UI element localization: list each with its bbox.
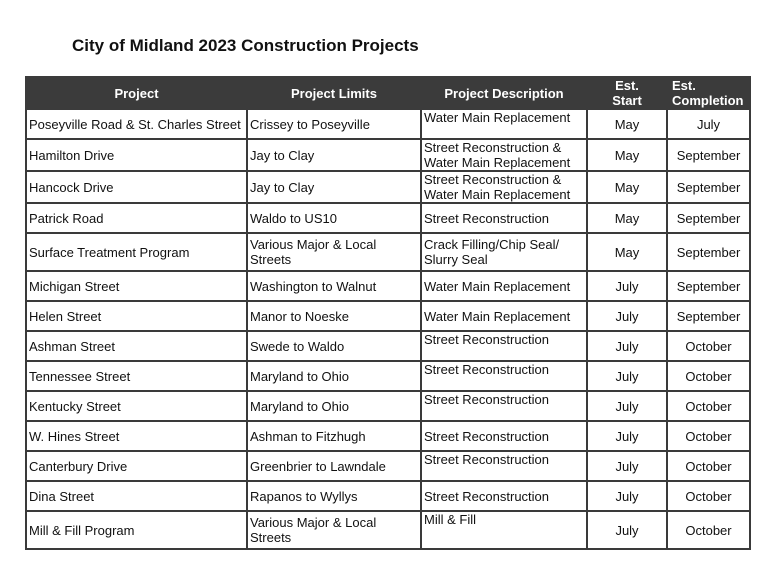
est-start-cell: May [587, 233, 667, 271]
project-cell: Surface Treatment Program [26, 233, 247, 271]
est-start-cell: July [587, 271, 667, 301]
description-cell: Street Reconstruction [421, 361, 587, 391]
est-completion-cell: September [667, 233, 750, 271]
limits-cell: Ashman to Fitzhugh [247, 421, 421, 451]
description-cell: Crack Filling/Chip Seal/ Slurry Seal [421, 233, 587, 271]
description-cell: Street Reconstruction & Water Main Replacement [421, 139, 587, 171]
project-cell: Ashman Street [26, 331, 247, 361]
est-completion-cell: October [667, 481, 750, 511]
est-completion-cell: September [667, 203, 750, 233]
header-est-completion [667, 77, 750, 109]
header-est-start [587, 77, 667, 109]
description-cell: Street Reconstruction [421, 203, 587, 233]
limits-cell: Crissey to Poseyville [247, 109, 421, 139]
description-cell: Street Reconstruction [421, 331, 587, 361]
header-est-completion-line2: Completion [672, 93, 744, 108]
project-cell: Patrick Road [26, 203, 247, 233]
projects-table [25, 76, 751, 550]
est-completion-cell: September [667, 301, 750, 331]
est-completion-cell: October [667, 511, 750, 549]
table-row [26, 481, 750, 511]
est-completion-cell: July [667, 109, 750, 139]
description-cell: Street Reconstruction [421, 451, 587, 481]
project-cell: Dina Street [26, 481, 247, 511]
est-start-cell: July [587, 331, 667, 361]
limits-cell: Swede to Waldo [247, 331, 421, 361]
project-cell: Michigan Street [26, 271, 247, 301]
header-est-completion-line1: Est. [672, 78, 696, 93]
project-cell: Tennessee Street [26, 361, 247, 391]
est-start-cell: May [587, 109, 667, 139]
est-start-cell: July [587, 451, 667, 481]
description-cell: Street Reconstruction & Water Main Replacement [421, 171, 587, 203]
limits-cell: Washington to Walnut [247, 271, 421, 301]
table-row [26, 171, 750, 203]
table-body [26, 109, 750, 549]
description-cell: Water Main Replacement [421, 109, 587, 139]
table-row [26, 451, 750, 481]
header-est-start-line2: Start [612, 93, 642, 108]
table-row [26, 109, 750, 139]
description-cell: Street Reconstruction [421, 481, 587, 511]
table-row [26, 233, 750, 271]
limits-cell: Various Major & Local Streets [247, 511, 421, 549]
est-completion-cell: October [667, 421, 750, 451]
table-row [26, 139, 750, 171]
table-row [26, 301, 750, 331]
est-start-cell: May [587, 171, 667, 203]
description-cell: Street Reconstruction [421, 391, 587, 421]
est-completion-cell: October [667, 451, 750, 481]
limits-cell: Maryland to Ohio [247, 361, 421, 391]
description-cell: Street Reconstruction [421, 421, 587, 451]
table-row [26, 391, 750, 421]
description-cell: Mill & Fill [421, 511, 587, 549]
est-completion-cell: October [667, 361, 750, 391]
est-completion-cell: September [667, 171, 750, 203]
project-cell: W. Hines Street [26, 421, 247, 451]
table-row [26, 331, 750, 361]
est-completion-cell: October [667, 331, 750, 361]
table-row [26, 203, 750, 233]
est-start-cell: July [587, 301, 667, 331]
project-cell: Poseyville Road & St. Charles Street [26, 109, 247, 139]
project-cell: Kentucky Street [26, 391, 247, 421]
page-title: City of Midland 2023 Construction Projects [72, 36, 419, 55]
limits-cell: Jay to Clay [247, 139, 421, 171]
limits-cell: Jay to Clay [247, 171, 421, 203]
header-description: Project Description [421, 77, 587, 109]
limits-cell: Rapanos to Wyllys [247, 481, 421, 511]
limits-cell: Manor to Noeske [247, 301, 421, 331]
limits-cell: Various Major & Local Streets [247, 233, 421, 271]
est-completion-cell: September [667, 271, 750, 301]
description-cell: Water Main Replacement [421, 301, 587, 331]
est-start-cell: May [587, 203, 667, 233]
est-completion-cell: September [667, 139, 750, 171]
header-est-start-line1: Est. [615, 78, 639, 93]
description-cell: Water Main Replacement [421, 271, 587, 301]
table-row [26, 361, 750, 391]
limits-cell: Greenbrier to Lawndale [247, 451, 421, 481]
table-row [26, 271, 750, 301]
est-start-cell: July [587, 361, 667, 391]
table-row [26, 511, 750, 549]
limits-cell: Maryland to Ohio [247, 391, 421, 421]
table-header-row [26, 77, 750, 109]
project-cell: Helen Street [26, 301, 247, 331]
header-project: Project [26, 77, 247, 109]
est-start-cell: July [587, 481, 667, 511]
est-start-cell: May [587, 139, 667, 171]
est-completion-cell: October [667, 391, 750, 421]
header-limits: Project Limits [247, 77, 421, 109]
project-cell: Hancock Drive [26, 171, 247, 203]
project-cell: Canterbury Drive [26, 451, 247, 481]
est-start-cell: July [587, 421, 667, 451]
est-start-cell: July [587, 391, 667, 421]
project-cell: Hamilton Drive [26, 139, 247, 171]
table-row [26, 421, 750, 451]
project-cell: Mill & Fill Program [26, 511, 247, 549]
limits-cell: Waldo to US10 [247, 203, 421, 233]
est-start-cell: July [587, 511, 667, 549]
